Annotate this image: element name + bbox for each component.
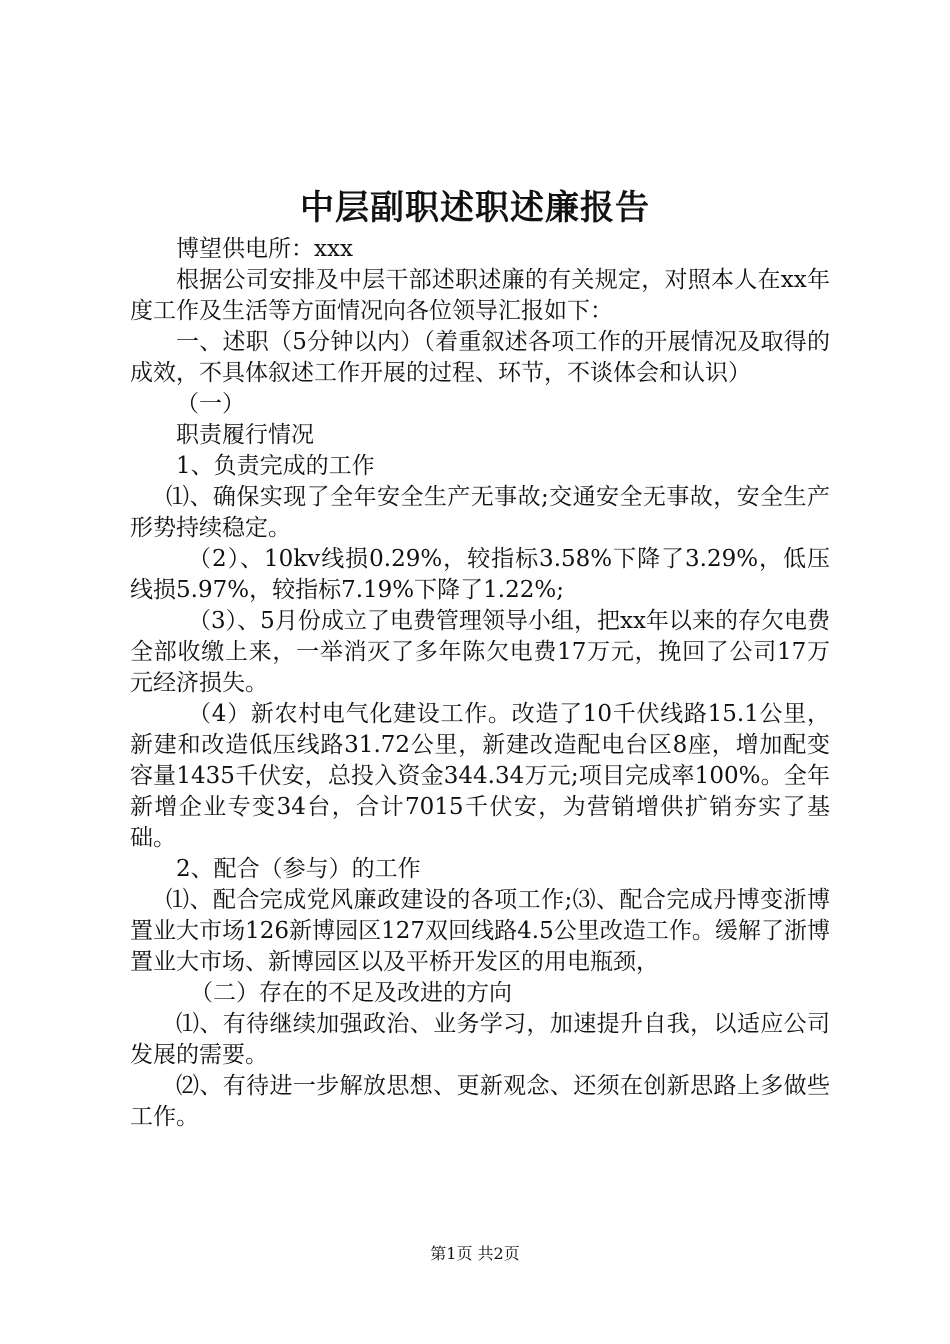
- paragraph-safety: ⑴、确保实现了全年安全生产无事故;交通安全无事故，安全生产形势持续稳定。: [130, 484, 830, 541]
- paragraph-intro: 根据公司安排及中层干部述职述廉的有关规定，对照本人在xx年度工作及生活等方面情况向各位领导汇报如下：: [130, 267, 830, 324]
- document-title: 中层副职述职述廉报告: [300, 188, 650, 228]
- paragraph-electrification: （4）新农村电气化建设工作。改造了10千伏线路15.1公里，新建和改造低压线路31.72公里，新建改造配电台区8座，增加配变容量1435千伏安，总投入资金344.34万元;项目完成率100%。全年新增企业专变34台，合计7015千伏安，为营销增供扩销夯实了基础。: [130, 701, 830, 851]
- paragraph-fee-collection: （3）、5月份成立了电费管理领导小组，把xx年以来的存欠电费全部收缴上来，一举消灭了多年陈欠电费17万元，挽回了公司17万元经济损失。: [130, 608, 830, 696]
- paragraph-shortcoming-two: ⑵、有待进一步解放思想、更新观念、还须在创新思路上多做些工作。: [130, 1073, 830, 1130]
- paragraph-cooperation-work: ⑴、配合完成党风廉政建设的各项工作;⑶、配合完成丹博变浙博置业大市场126新博园区127双回线路4.5公里改造工作。缓解了浙博置业大市场、新博园区以及平桥开发区的用电瓶颈，: [130, 887, 830, 975]
- paragraph-addressee: 博望供电所：xxx: [176, 236, 353, 262]
- document-body: [130, 234, 830, 1133]
- paragraph-cooperation-heading: 2、配合（参与）的工作: [176, 856, 421, 882]
- paragraph-subsection-one-marker: （一）: [176, 391, 245, 417]
- page-number-footer: 第1页 共2页: [430, 1244, 520, 1263]
- paragraph-completed-work-heading: 1、负责完成的工作: [176, 453, 375, 479]
- paragraph-shortcomings-heading: （二）存在的不足及改进的方向: [190, 980, 512, 1006]
- paragraph-line-loss: （2）、10kv线损0.29%，较指标3.58%下降了3.29%，低压线损5.97%，较指标7.19%下降了1.22%;: [130, 546, 830, 603]
- paragraph-section-one-heading: 一、述职（5分钟以内）（着重叙述各项工作的开展情况及取得的成效，不具体叙述工作开展的过程、环节，不谈体会和认识）: [130, 329, 830, 386]
- paragraph-shortcoming-one: ⑴、有待继续加强政治、业务学习，加速提升自我，以适应公司发展的需要。: [130, 1011, 830, 1068]
- paragraph-duty-heading: 职责履行情况: [176, 422, 314, 448]
